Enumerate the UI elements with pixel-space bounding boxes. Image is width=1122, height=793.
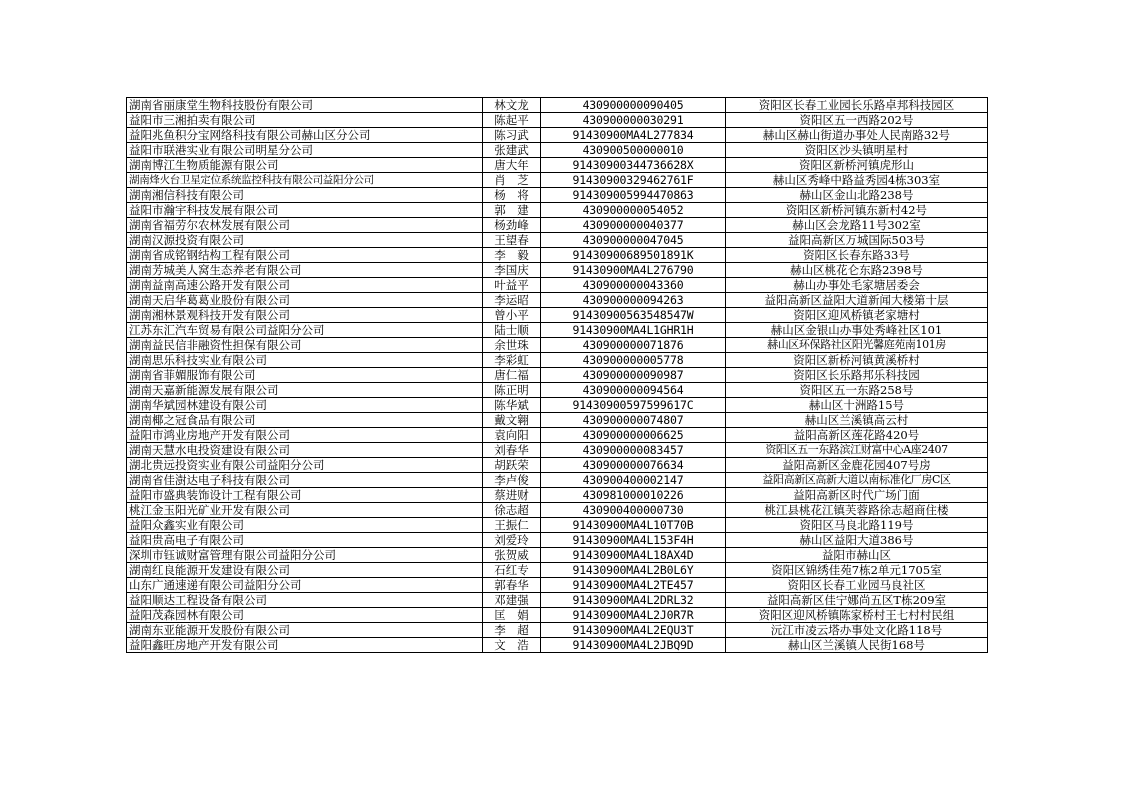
table-row (127, 623, 988, 638)
registration-code-cell: 91430900MA4L2TE457 (541, 578, 726, 593)
legal-representative-cell: 陈起平 (483, 113, 541, 128)
registration-code-cell: 430900000076634 (541, 458, 726, 473)
address-cell: 益阳市赫山区 (726, 548, 988, 563)
table-row (127, 503, 988, 518)
company-name-cell: 湖南红良能源开发建设有限公司 (127, 563, 483, 578)
address-cell: 赫山区环保路社区阳光馨庭苑南101房 (726, 338, 988, 353)
legal-representative-cell: 郭春华 (483, 578, 541, 593)
company-name-cell: 湖南思乐科技实业有限公司 (127, 353, 483, 368)
table-row (127, 353, 988, 368)
legal-representative-cell: 王振仁 (483, 518, 541, 533)
table-row (127, 398, 988, 413)
company-name-cell: 湖南益民信非融资性担保有限公司 (127, 338, 483, 353)
table-row (127, 428, 988, 443)
registration-code-cell: 91430900MA4L153F4H (541, 533, 726, 548)
legal-representative-cell: 戴文翱 (483, 413, 541, 428)
registration-code-cell: 430900000071876 (541, 338, 726, 353)
address-cell: 益阳高新区万城国际503号 (726, 233, 988, 248)
company-name-cell: 湖南椰之冠食品有限公司 (127, 413, 483, 428)
legal-representative-cell: 袁向阳 (483, 428, 541, 443)
company-name-cell: 深圳市钰诚财富管理有限公司益阳分公司 (127, 548, 483, 563)
address-cell: 赫山办事处毛家塘居委会 (726, 278, 988, 293)
address-cell: 益阳高新区高新大道以南标准化厂房C区 (726, 473, 988, 488)
registration-code-cell: 91430900MA4L18AX4D (541, 548, 726, 563)
address-cell: 资阳区长乐路邦乐科技园 (726, 368, 988, 383)
legal-representative-cell: 文 浩 (483, 638, 541, 653)
registration-code-cell: 430900400002147 (541, 473, 726, 488)
registration-code-cell: 91430900MA4L2EQU3T (541, 623, 726, 638)
address-cell: 赫山区赫山街道办事处人民南路32号 (726, 128, 988, 143)
registration-code-cell: 430900000030291 (541, 113, 726, 128)
company-name-cell: 湖南益南高速公路开发有限公司 (127, 278, 483, 293)
address-cell: 资阳区五一西路202号 (726, 113, 988, 128)
company-name-cell: 湖南天嘉新能源发展有限公司 (127, 383, 483, 398)
company-name-cell: 山东广通速递有限公司益阳分公司 (127, 578, 483, 593)
registration-code-cell: 91430900MA4L1GHR1H (541, 323, 726, 338)
address-cell: 资阳区新桥河镇虎形山 (726, 158, 988, 173)
company-name-cell: 湖南省佳澍达电子科技有限公司 (127, 473, 483, 488)
company-name-cell: 益阳市三湘拍卖有限公司 (127, 113, 483, 128)
table-row (127, 218, 988, 233)
company-name-cell: 湖南东亚能源开发股份有限公司 (127, 623, 483, 638)
company-name-cell: 湖南博江生物质能源有限公司 (127, 158, 483, 173)
registration-code-cell: 430900000040377 (541, 218, 726, 233)
legal-representative-cell: 李 毅 (483, 248, 541, 263)
table-row (127, 128, 988, 143)
company-name-cell: 湖南湘林景观科技开发有限公司 (127, 308, 483, 323)
table-row (127, 548, 988, 563)
address-cell: 赫山区金山北路238号 (726, 188, 988, 203)
address-cell: 资阳区长春工业园马良社区 (726, 578, 988, 593)
legal-representative-cell: 唐大年 (483, 158, 541, 173)
table-row (127, 278, 988, 293)
legal-representative-cell: 唐仁福 (483, 368, 541, 383)
registration-code-cell: 91430900MA4L2J0R7R (541, 608, 726, 623)
address-cell: 资阳区长春工业园长乐路卓邦科技园区 (726, 98, 988, 113)
registration-code-cell: 91430900689501891K (541, 248, 726, 263)
company-name-cell: 湖南省成铭钢结构工程有限公司 (127, 248, 483, 263)
address-cell: 资阳区新桥河镇黄溪桥村 (726, 353, 988, 368)
address-cell: 益阳高新区佳宁娜尚五区T栋209室 (726, 593, 988, 608)
legal-representative-cell: 陈习武 (483, 128, 541, 143)
table-row (127, 518, 988, 533)
company-name-cell: 湖南天启华葛葛业股份有限公司 (127, 293, 483, 308)
address-cell: 赫山区十洲路15号 (726, 398, 988, 413)
address-cell: 资阳区五一东路258号 (726, 383, 988, 398)
registration-code-cell: 91430900563548547W (541, 308, 726, 323)
registration-code-cell: 430900500000010 (541, 143, 726, 158)
legal-representative-cell: 邓建强 (483, 593, 541, 608)
table-row (127, 98, 988, 113)
address-cell: 赫山区秀峰中路益秀园4栋303室 (726, 173, 988, 188)
company-name-cell: 湖北贵远投资实业有限公司益阳分公司 (127, 458, 483, 473)
legal-representative-cell: 李 超 (483, 623, 541, 638)
table-row (127, 158, 988, 173)
company-name-cell: 湖南华斌园林建设有限公司 (127, 398, 483, 413)
company-name-cell: 益阳市盛典装饰设计工程有限公司 (127, 488, 483, 503)
company-name-cell: 湖南湘信科技有限公司 (127, 188, 483, 203)
address-cell: 赫山区兰溪镇高云村 (726, 413, 988, 428)
company-name-cell: 益阳顺达工程设备有限公司 (127, 593, 483, 608)
address-cell: 资阳区新桥河镇东新村42号 (726, 203, 988, 218)
address-cell: 益阳高新区时代广场门面 (726, 488, 988, 503)
registration-code-cell: 430900000090405 (541, 98, 726, 113)
table-row (127, 458, 988, 473)
registration-code-cell: 430900000094263 (541, 293, 726, 308)
legal-representative-cell: 陈正明 (483, 383, 541, 398)
table-row (127, 293, 988, 308)
table-row (127, 638, 988, 653)
registration-code-cell: 430900000005778 (541, 353, 726, 368)
legal-representative-cell: 匡 娟 (483, 608, 541, 623)
company-name-cell: 益阳市联港实业有限公司明星分公司 (127, 143, 483, 158)
registration-code-cell: 91430900MA4L2B0L6Y (541, 563, 726, 578)
table-row (127, 368, 988, 383)
registration-code-cell: 91430900MA4L2JBQ9D (541, 638, 726, 653)
registration-code-cell: 430900000074807 (541, 413, 726, 428)
legal-representative-cell: 杨劲峰 (483, 218, 541, 233)
table-row (127, 308, 988, 323)
company-name-cell: 湖南芳城美人窝生态养老有限公司 (127, 263, 483, 278)
registration-code-cell: 430900000043360 (541, 278, 726, 293)
company-name-cell: 江苏东汇汽车贸易有限公司益阳分公司 (127, 323, 483, 338)
legal-representative-cell: 郭 建 (483, 203, 541, 218)
legal-representative-cell: 王望春 (483, 233, 541, 248)
company-name-cell: 益阳市瀚宇科技发展有限公司 (127, 203, 483, 218)
legal-representative-cell: 李彩虹 (483, 353, 541, 368)
legal-representative-cell: 刘爱玲 (483, 533, 541, 548)
table-row (127, 248, 988, 263)
table-row (127, 338, 988, 353)
address-cell: 资阳区锦绣佳苑7栋2单元1705室 (726, 563, 988, 578)
table-row (127, 323, 988, 338)
legal-representative-cell: 余世珠 (483, 338, 541, 353)
legal-representative-cell: 李卢俊 (483, 473, 541, 488)
legal-representative-cell: 蔡进财 (483, 488, 541, 503)
registration-code-cell: 91430900MA4L2DRL32 (541, 593, 726, 608)
company-name-cell: 湖南汉源投资有限公司 (127, 233, 483, 248)
registration-code-cell: 430981000010226 (541, 488, 726, 503)
legal-representative-cell: 张贺威 (483, 548, 541, 563)
company-name-cell: 湖南烽火台卫星定位系统监控科技有限公司益阳分公司 (127, 173, 483, 188)
registry-sheet (126, 97, 988, 653)
registration-code-cell: 91430900597599617C (541, 398, 726, 413)
company-name-cell: 益阳茂森园林有限公司 (127, 608, 483, 623)
table-row (127, 188, 988, 203)
registration-code-cell: 91430900MA4L276790 (541, 263, 726, 278)
registration-code-cell: 91430900MA4L10T70B (541, 518, 726, 533)
legal-representative-cell: 林文龙 (483, 98, 541, 113)
registry-table-body (127, 98, 988, 653)
address-cell: 赫山区金银山办事处秀峰社区101 (726, 323, 988, 338)
address-cell: 赫山区兰溪镇人民街168号 (726, 638, 988, 653)
address-cell: 资阳区长春东路33号 (726, 248, 988, 263)
registration-code-cell: 91430900MA4L277834 (541, 128, 726, 143)
address-cell: 资阳区迎风桥镇老家塘村 (726, 308, 988, 323)
company-name-cell: 益阳鑫旺房地产开发有限公司 (127, 638, 483, 653)
address-cell: 赫山区桃花仑东路2398号 (726, 263, 988, 278)
registration-code-cell: 430900000094564 (541, 383, 726, 398)
table-row (127, 578, 988, 593)
registration-code-cell: 430900000083457 (541, 443, 726, 458)
address-cell: 益阳高新区益阳大道新闻大楼第十层 (726, 293, 988, 308)
legal-representative-cell: 杨 将 (483, 188, 541, 203)
legal-representative-cell: 石红专 (483, 563, 541, 578)
legal-representative-cell: 李国庆 (483, 263, 541, 278)
table-row (127, 488, 988, 503)
table-row (127, 113, 988, 128)
legal-representative-cell: 曾小平 (483, 308, 541, 323)
table-row (127, 593, 988, 608)
company-name-cell: 益阳兆鱼积分宝网络科技有限公司赫山区分公司 (127, 128, 483, 143)
address-cell: 赫山区会龙路11号302室 (726, 218, 988, 233)
table-row (127, 173, 988, 188)
company-registry-table (126, 97, 988, 653)
address-cell: 桃江县桃花江镇芙蓉路徐志超商住楼 (726, 503, 988, 518)
legal-representative-cell: 肖 芝 (483, 173, 541, 188)
company-name-cell: 益阳贵高电子有限公司 (127, 533, 483, 548)
table-row (127, 608, 988, 623)
registration-code-cell: 91430900599447086З (541, 188, 726, 203)
address-cell: 益阳高新区莲花路420号 (726, 428, 988, 443)
company-name-cell: 湖南省福劳尔农林发展有限公司 (127, 218, 483, 233)
table-row (127, 443, 988, 458)
company-name-cell: 益阳众鑫实业有限公司 (127, 518, 483, 533)
table-row (127, 473, 988, 488)
registration-code-cell: 430900400000730 (541, 503, 726, 518)
table-row (127, 413, 988, 428)
company-name-cell: 湖南省丽康堂生物科技股份有限公司 (127, 98, 483, 113)
legal-representative-cell: 张建武 (483, 143, 541, 158)
registration-code-cell: 430900000006625 (541, 428, 726, 443)
company-name-cell: 湖南省菲媚服饰有限公司 (127, 368, 483, 383)
table-row (127, 143, 988, 158)
registration-code-cell: 91430900329462761F (541, 173, 726, 188)
company-name-cell: 益阳市鸿业房地产开发有限公司 (127, 428, 483, 443)
legal-representative-cell: 胡跃荣 (483, 458, 541, 473)
legal-representative-cell: 叶益平 (483, 278, 541, 293)
address-cell: 赫山区益阳大道386号 (726, 533, 988, 548)
legal-representative-cell: 李运昭 (483, 293, 541, 308)
address-cell: 沅江市凌云塔办事处文化路118号 (726, 623, 988, 638)
legal-representative-cell: 刘春华 (483, 443, 541, 458)
table-row (127, 203, 988, 218)
company-name-cell: 桃江金玉阳光矿业开发有限公司 (127, 503, 483, 518)
registration-code-cell: 91430900344736628X (541, 158, 726, 173)
registration-code-cell: 430900000090987 (541, 368, 726, 383)
address-cell: 资阳区五一东路滨江财富中心A座2407 (726, 443, 988, 458)
registration-code-cell: 430900000054052 (541, 203, 726, 218)
address-cell: 资阳区马良北路119号 (726, 518, 988, 533)
address-cell: 资阳区沙头镇明星村 (726, 143, 988, 158)
table-row (127, 233, 988, 248)
legal-representative-cell: 徐志超 (483, 503, 541, 518)
address-cell: 资阳区迎风桥镇陈家桥村王七村村民组 (726, 608, 988, 623)
table-row (127, 383, 988, 398)
table-row (127, 533, 988, 548)
table-row (127, 563, 988, 578)
address-cell: 益阳高新区金鹿花园407号房 (726, 458, 988, 473)
table-row (127, 263, 988, 278)
legal-representative-cell: 陈华斌 (483, 398, 541, 413)
company-name-cell: 湖南天慧水电投资建设有限公司 (127, 443, 483, 458)
registration-code-cell: 430900000047045 (541, 233, 726, 248)
legal-representative-cell: 陆士顺 (483, 323, 541, 338)
